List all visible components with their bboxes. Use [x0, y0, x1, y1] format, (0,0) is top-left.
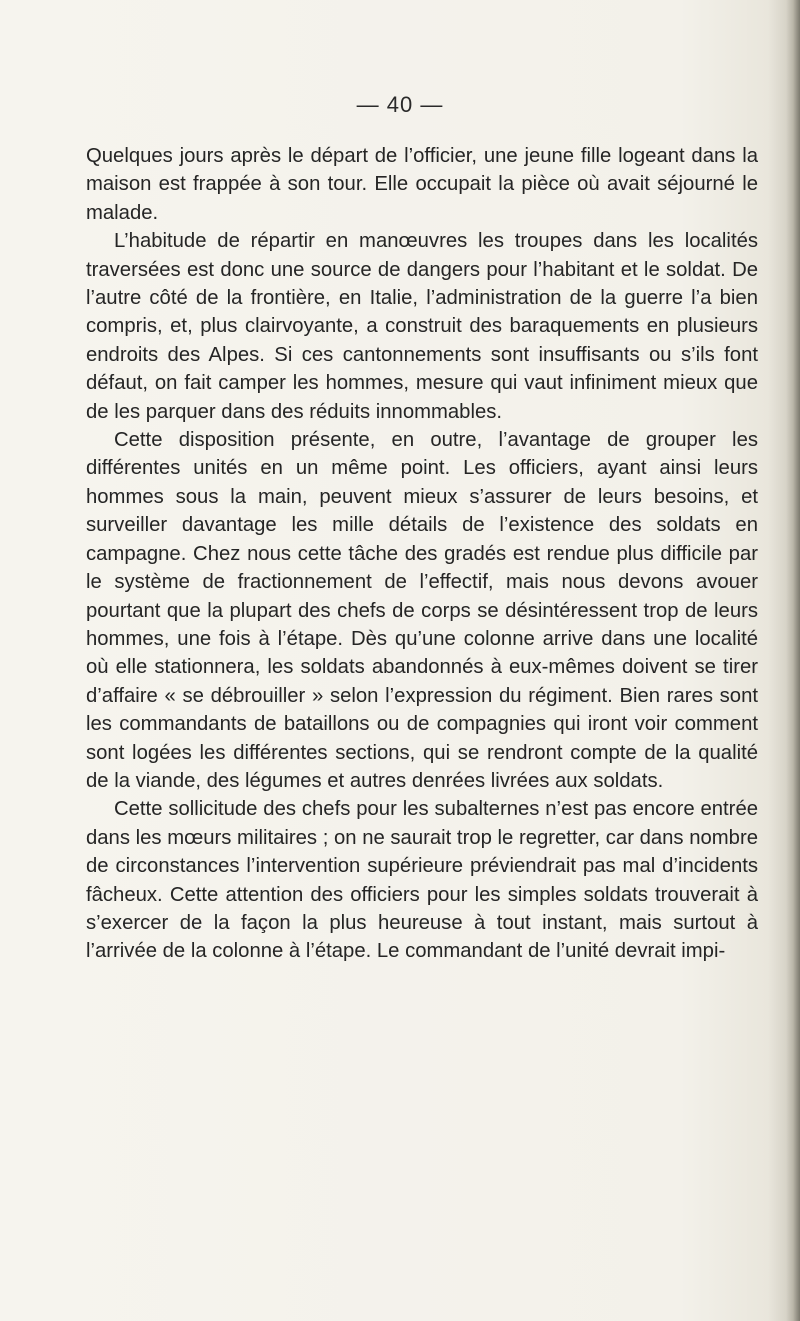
body-text — [86, 142, 758, 966]
page-number: — 40 — — [356, 92, 444, 117]
paragraph-4: Cette sollicitude des chefs pour les subalternes n’est pas encore entrée dans les mœurs militaires ; on ne saurait trop le regretter, car dans nombre de circonstances l’intervention supérieure préviendrait pas mal d’incidents fâcheux. Cette attention des officiers pour les simples soldats trouverait à s’exercer de la façon la plus heureuse à tout instant, mais surtout à l’arrivée de la colonne à l’étape. Le commandant de l’unité devrait impi- — [86, 798, 758, 963]
paragraph-2: L’habitude de répartir en manœuvres les troupes dans les localités traversées est donc une source de dangers pour l’habitant et le soldat. De l’autre côté de la frontière, en Italie, l’administration de la guerre l’a bien compris, et, plus clairvoyante, a construit des baraquements en plusieurs endroits des Alpes. Si ces cantonnements sont insuffisants ou s’ils font défaut, on fait camper les hommes, mesure qui vaut infiniment mieux que de les parquer dans des réduits innommables. — [86, 230, 758, 423]
paragraph-1: Quelques jours après le départ de l’officier, une jeune fille logeant dans la maison est frappée à son tour. Elle occupait la pièce où avait séjourné le malade. — [86, 145, 758, 224]
paragraph-3: Cette disposition présente, en outre, l’avantage de grouper les différentes unités en un même point. Les officiers, ayant ainsi leurs hommes sous la main, peuvent mieux s’assurer de leurs besoins, et surveiller davantage les mille détails de l’existence des soldats en campagne. Chez nous cette tâche des gradés est rendue plus difficile par le système de fractionnement de l’effectif, mais nous devons avouer pourtant que la plupart des chefs de corps se désintéressent trop de leurs hommes, une fois à l’étape. Dès qu’une colonne arrive dans une localité où elle stationnera, les soldats abandonnés à eux-mêmes doivent se tirer d’affaire « se débrouiller » selon l’expression du régiment. Bien rares sont les commandants de bataillons ou de compagnies qui iront voir comment sont logées les différentes sections, qui se rendront compte de la qualité de la viande, des légumes et autres denrées livrées aux soldats. — [86, 429, 758, 792]
page-edge-shadow — [786, 0, 800, 1321]
